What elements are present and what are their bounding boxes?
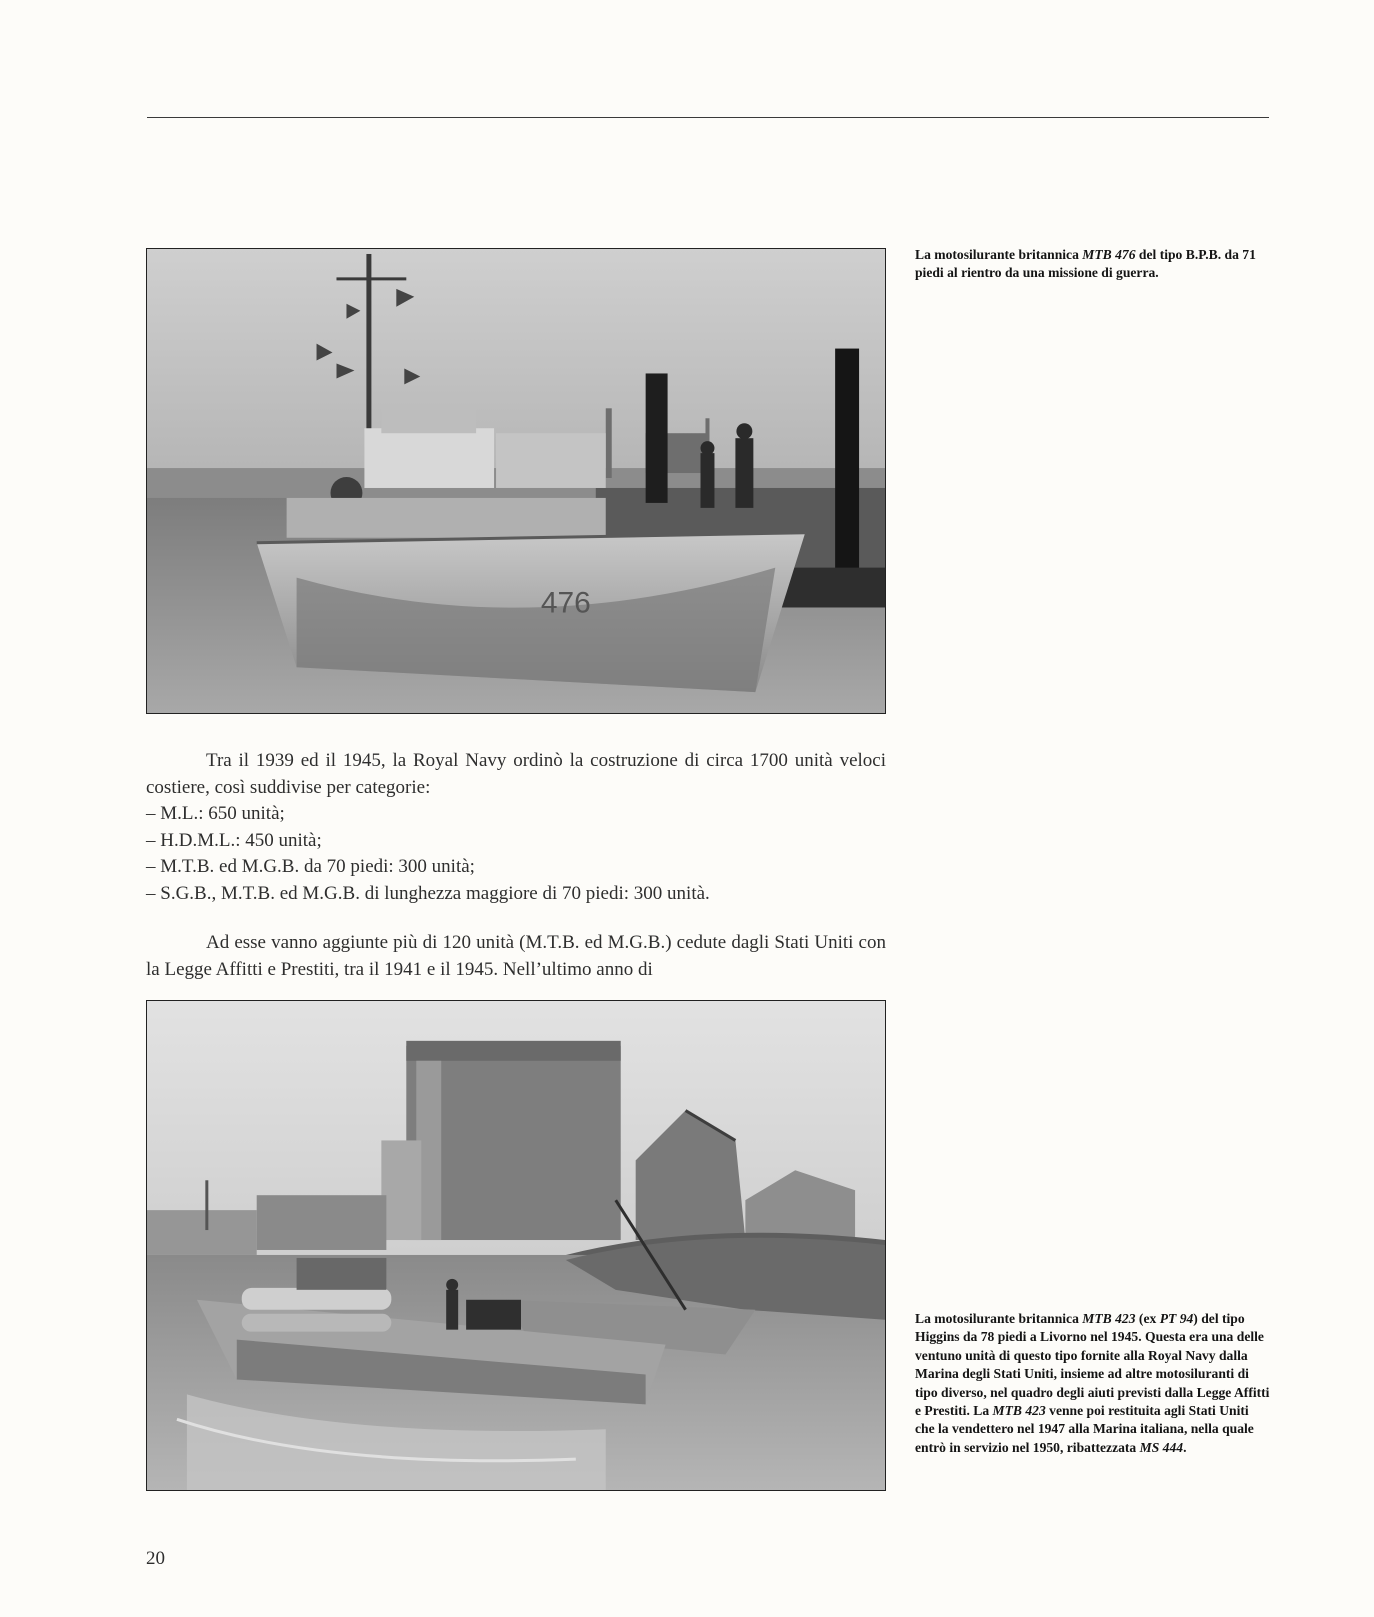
vessel-designation: MS 444 [1139, 1439, 1184, 1455]
paragraph-2-text: Ad esse vanno aggiunte più di 120 unità (M.T.B. ed M.G.B.) cedute dagli Stati Uniti con la Legge Affitti e Prestiti, tra il 1941 e il 1945. Nell’ultimo anno di [146, 932, 886, 980]
list-item: – H.D.M.L.: 450 unità; [146, 829, 322, 851]
caption-mtb-423: La motosilurante britannica MTB 423 (ex PT 94) del tipo Higgins da 78 piedi a Livorno nel 1945. Questa era una delle ventuno unità di questo tipo fornite alla Royal Navy dalla Marina degli Stati Uniti, insieme ad altre motosiluranti di tipo diverso, nel quadro degli aiuti previsti dalla Legge Affitti e Prestiti. La MTB 423 venne poi restituita agli Stati Uniti che la vendettero nel 1947 alla Marina italiana, nella quale entrò in servizio nel 1950, ribattezzata MS 444. [915, 1311, 1270, 1455]
hull-number: 476 [540, 586, 591, 620]
body-paragraph-1 [146, 748, 886, 907]
header-rule [147, 117, 1269, 118]
vessel-designation: MTB 476 [1082, 247, 1136, 262]
vessel-designation: PT 94 [1159, 1311, 1194, 1326]
photo-mtb-423-image [147, 1001, 885, 1490]
list-item: – M.L.: 650 unità; [146, 803, 285, 824]
page-number: 20 [146, 1548, 165, 1569]
category-list [146, 801, 886, 907]
body-paragraph-2 [146, 930, 886, 983]
photo-mtb-476-image [147, 249, 885, 713]
vessel-designation: MTB 423 [992, 1403, 1046, 1419]
photo-mtb-423 [146, 1000, 886, 1491]
list-item: – M.T.B. ed M.G.B. da 70 piedi: 300 unità; [146, 856, 475, 877]
caption-mtb-476: La motosilurante britannica MTB 476 del tipo B.P.B. da 71 piedi al rientro da una missione di guerra. [915, 247, 1256, 281]
vessel-designation: MTB 423 [1082, 1311, 1136, 1326]
paragraph-1-text: Tra il 1939 ed il 1945, la Royal Navy ordinò la costruzione di circa 1700 unità veloci costiere, così suddivise per categorie: [146, 750, 886, 798]
photo-mtb-476 [146, 248, 886, 714]
list-item: – S.G.B., M.T.B. ed M.G.B. di lunghezza maggiore di 70 piedi: 300 unità. [146, 882, 710, 904]
